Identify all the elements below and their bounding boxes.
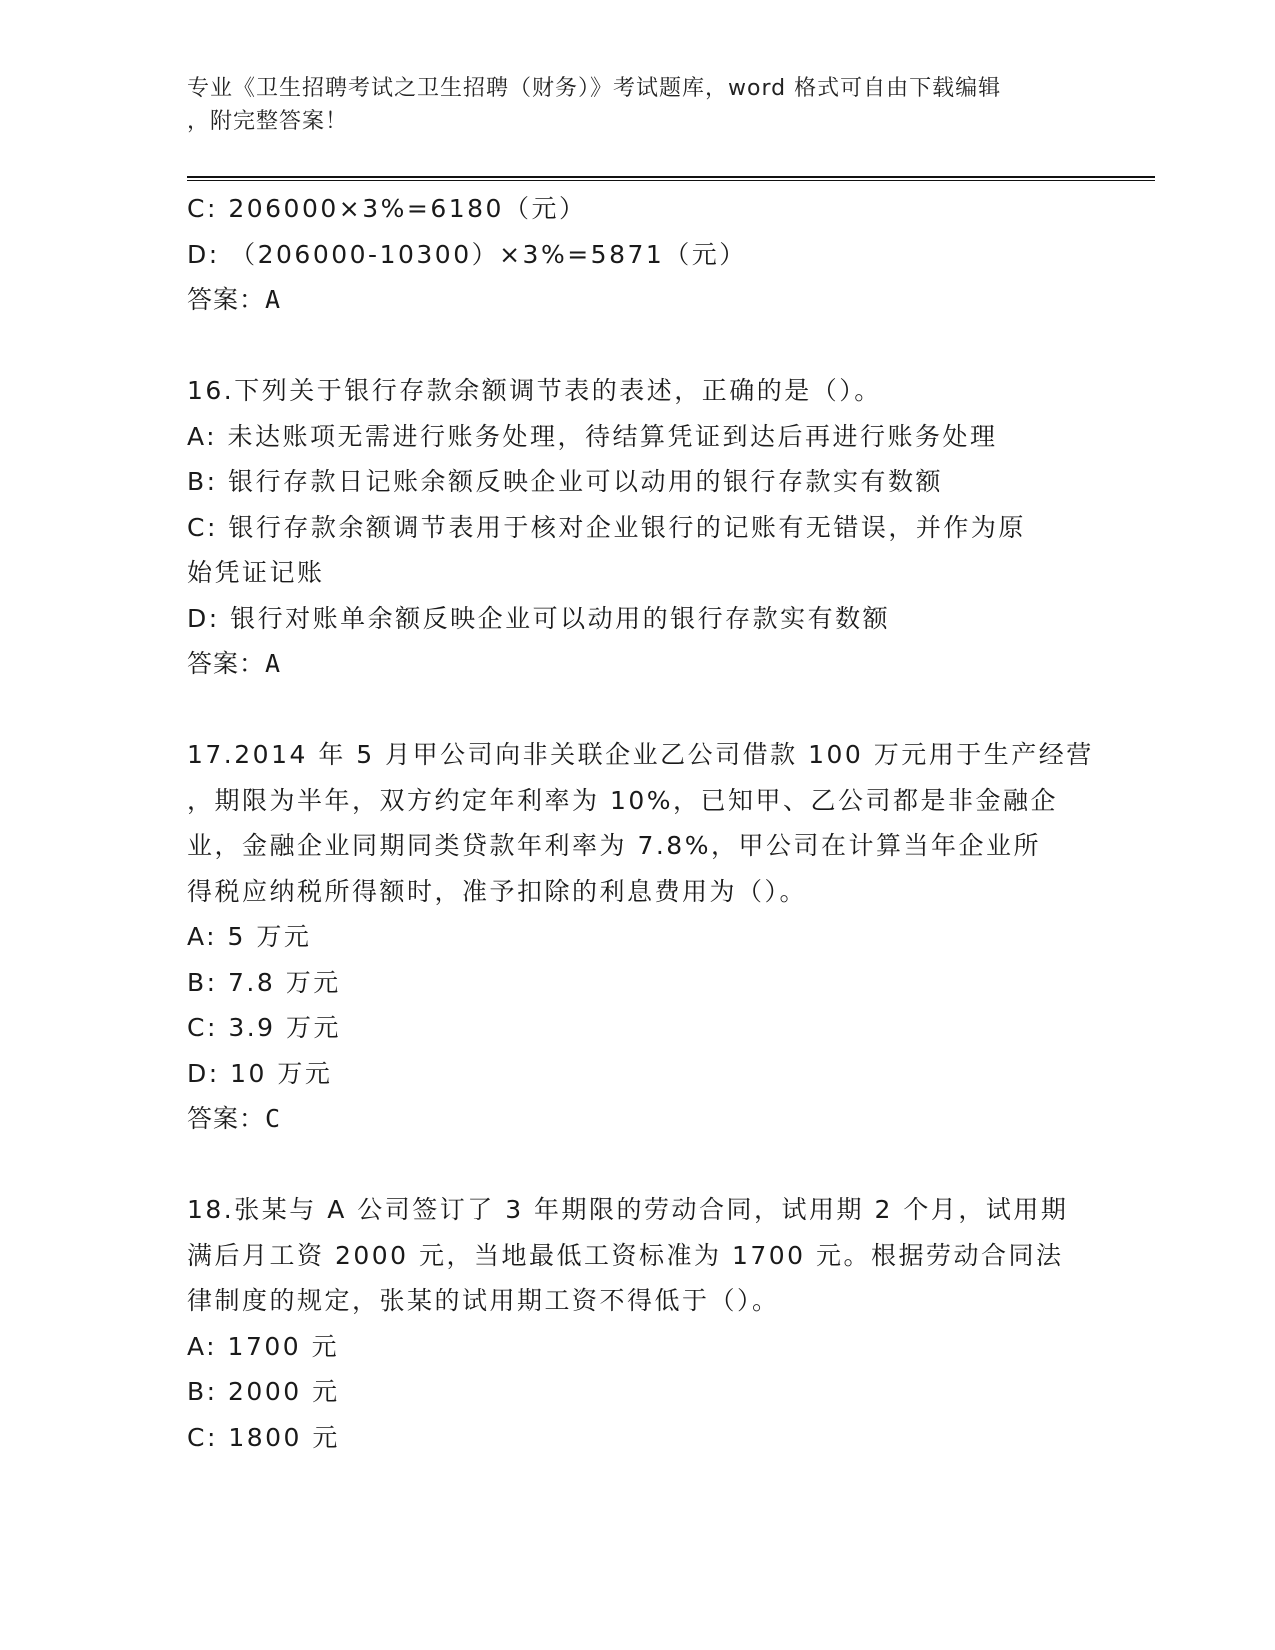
option-d: D: 10 万元 (187, 1058, 333, 1088)
option-b: B: 2000 元 (187, 1377, 340, 1406)
option-c: C: 银行存款余额调节表用于核对企业银行的记账有无错误，并作为原 (187, 512, 1026, 542)
header-line-1: 专业《卫生招聘考试之卫生招聘（财务）》考试题库，word 格式可自由下载编辑 (187, 76, 1002, 101)
question-stem-continued: ，期限为半年，双方约定年利率为 10%，已知甲、乙公司都是非金融企 (187, 785, 1059, 815)
option-d: D: （206000-10300）×3%=5871（元） (187, 239, 747, 269)
spacer (187, 687, 1087, 733)
option-a: A: 5 万元 (187, 922, 312, 951)
question-stem-continued: 得税应纳税所得额时，准予扣除的利息费用为（）。 (187, 876, 808, 906)
header-divider (187, 176, 1155, 181)
question-stem-continued: 业，金融企业同期同类贷款年利率为 7.8%，甲公司在计算当年企业所 (187, 831, 1041, 860)
question-list (187, 186, 1094, 1460)
answer: 答案：C (187, 1104, 282, 1133)
page-header (187, 72, 1087, 138)
question-18 (187, 1187, 1087, 1460)
question-stem-continued: 律制度的规定，张某的试用期工资不得低于（）。 (187, 1286, 780, 1315)
option-a: A: 未达账项无需进行账务处理，待结算凭证到达后再进行账务处理 (187, 421, 998, 451)
question-stem-continued: 满后月工资 2000 元，当地最低工资标准为 1700 元。根据劳动合同法 (187, 1240, 1064, 1270)
spacer (187, 323, 1087, 369)
question-stem: 18.张某与 A 公司签订了 3 年期限的劳动合同，试用期 2 个月，试用期 (187, 1195, 1069, 1224)
option-c: C: 3.9 万元 (187, 1013, 342, 1042)
option-b: B: 银行存款日记账余额反映企业可以动用的银行存款实有数额 (187, 467, 944, 496)
question-16 (187, 368, 1087, 687)
answer: 答案：A (187, 285, 282, 314)
option-b: B: 7.8 万元 (187, 967, 341, 997)
question-stem: 17.2014 年 5 月甲公司向非关联企业乙公司借款 100 万元用于生产经营 (187, 740, 1094, 769)
option-c: C: 1800 元 (187, 1422, 340, 1452)
option-c: C: 206000×3%=6180（元） (187, 194, 587, 223)
question-15-tail (187, 186, 1087, 323)
option-c-continued: 始凭证记账 (187, 558, 325, 587)
answer: 答案：A (187, 649, 282, 678)
question-stem: 16.下列关于银行存款余额调节表的表述，正确的是（）。 (187, 376, 882, 405)
header-line-2: ，附完整答案！ (187, 109, 349, 134)
option-d: D: 银行对账单余额反映企业可以动用的银行存款实有数额 (187, 603, 891, 633)
question-17 (187, 732, 1094, 1142)
option-a: A: 1700 元 (187, 1331, 340, 1361)
spacer (187, 1142, 1087, 1188)
